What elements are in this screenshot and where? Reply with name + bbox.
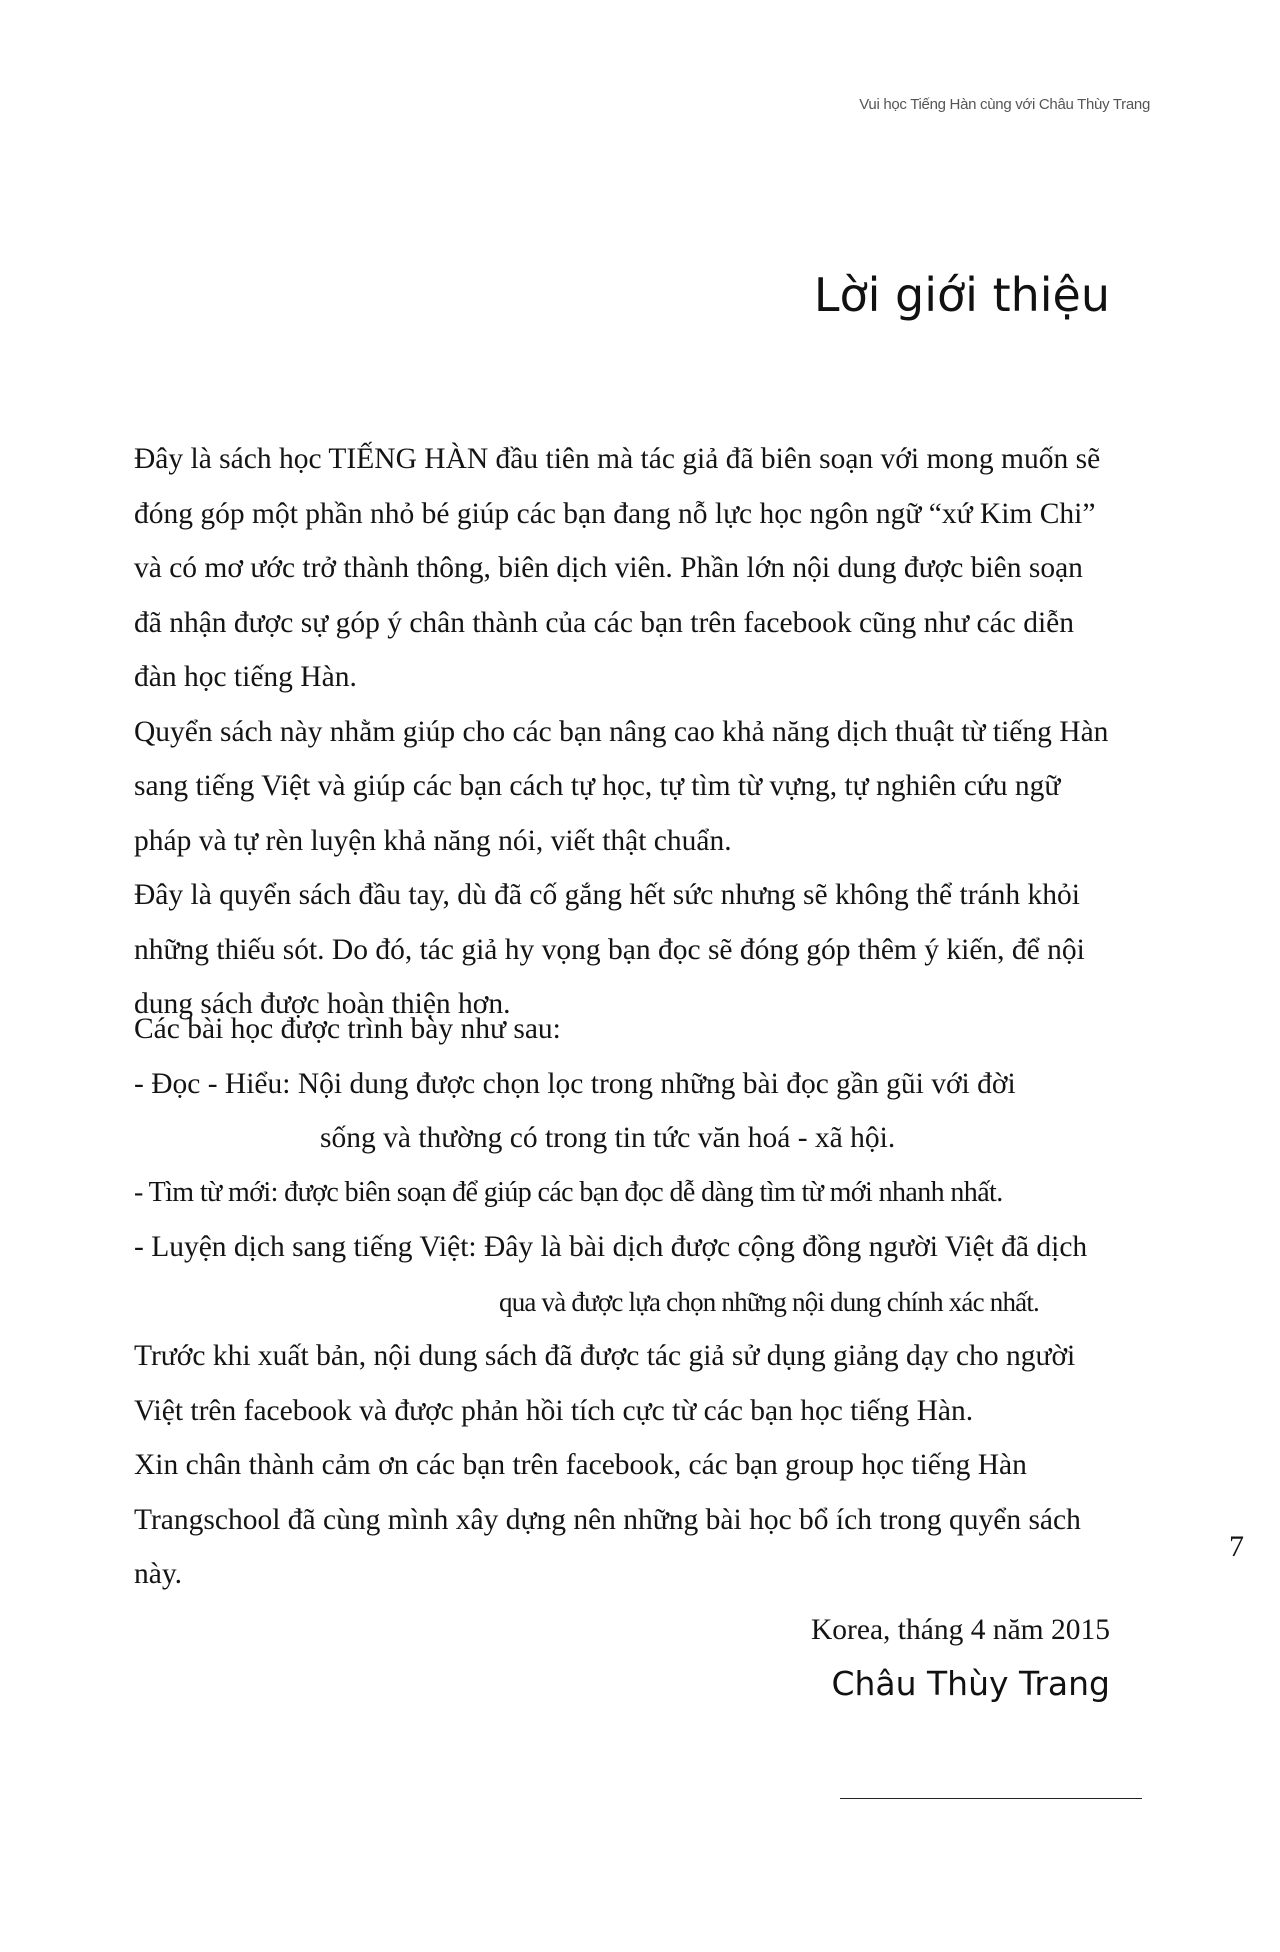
footer-rule bbox=[840, 1798, 1142, 1799]
lesson-item-reading: - Đọc - Hiểu: Nội dung được chọn lọc trong những bài đọc gần gũi với đời bbox=[134, 1067, 1016, 1100]
lesson-item-translation-continued: qua và được lựa chọn những nội dung chính xác nhất. bbox=[499, 1286, 1039, 1317]
running-header: Vui học Tiếng Hàn cùng với Châu Thùy Trang bbox=[859, 96, 1150, 113]
signature-date: Korea, tháng 4 năm 2015 bbox=[810, 1614, 1110, 1646]
page-title: Lời giới thiệu bbox=[813, 268, 1110, 322]
closing-paragraph: Trước khi xuất bản, nội dung sách đã được tác giả sử dụng giảng dạy cho người Việt trên facebook và được phản hồi tích cực từ các bạn học tiếng Hàn. bbox=[134, 1340, 1076, 1427]
lesson-item-translation: - Luyện dịch sang tiếng Việt: Đây là bài dịch được cộng đồng người Việt đã dịch bbox=[134, 1231, 1088, 1263]
intro-paragraph: Đây là quyển sách đầu tay, dù đã cố gắng hết sức nhưng sẽ không thể tránh khỏi những thiếu sót. Do đó, tác giả hy vọng bạn đọc sẽ đóng góp thêm ý kiến, để nội dung sách được hoàn thiện hơn. bbox=[134, 879, 1085, 1020]
closing-section bbox=[134, 1329, 1114, 1602]
intro-section bbox=[134, 432, 1114, 1032]
signature-name: Châu Thùy Trang bbox=[831, 1664, 1110, 1703]
closing-paragraph: Xin chân thành cảm ơn các bạn trên facebook, các bạn group học tiếng Hàn Trangschool đã cùng mình xây dựng nên những bài học bổ ích trong quyển sách này. bbox=[134, 1449, 1081, 1590]
intro-paragraph: Quyển sách này nhằm giúp cho các bạn nâng cao khả năng dịch thuật từ tiếng Hàn sang tiếng Việt và giúp các bạn cách tự học, tự tìm từ vựng, tự nghiên cứu ngữ pháp và tự rèn luyện khả năng nói, viết thật chuẩn. bbox=[134, 715, 1109, 857]
page-number: 7 bbox=[1229, 1530, 1244, 1563]
lesson-item-reading-continued: sống và thường có trong tin tức văn hoá - xã hội. bbox=[320, 1122, 896, 1154]
lessons-section bbox=[134, 1002, 1114, 1329]
lesson-item-new-words: - Tìm từ mới: được biên soạn để giúp các bạn đọc dễ dàng tìm từ mới nhanh nhất. bbox=[134, 1176, 1003, 1208]
intro-paragraph: Đây là sách học TIẾNG HÀN đầu tiên mà tác giả đã biên soạn với mong muốn sẽ đóng góp một phần nhỏ bé giúp các bạn đang nỗ lực học ngôn ngữ “xứ Kim Chi” và có mơ ước trở thành thông, biên dịch viên. Phần lớn nội dung được biên soạn đã nhận được sự góp ý chân thành của các bạn trên facebook cũng như các diễn đàn học tiếng Hàn. bbox=[134, 443, 1101, 693]
lessons-heading: Các bài học được trình bày như sau: bbox=[134, 1013, 561, 1045]
